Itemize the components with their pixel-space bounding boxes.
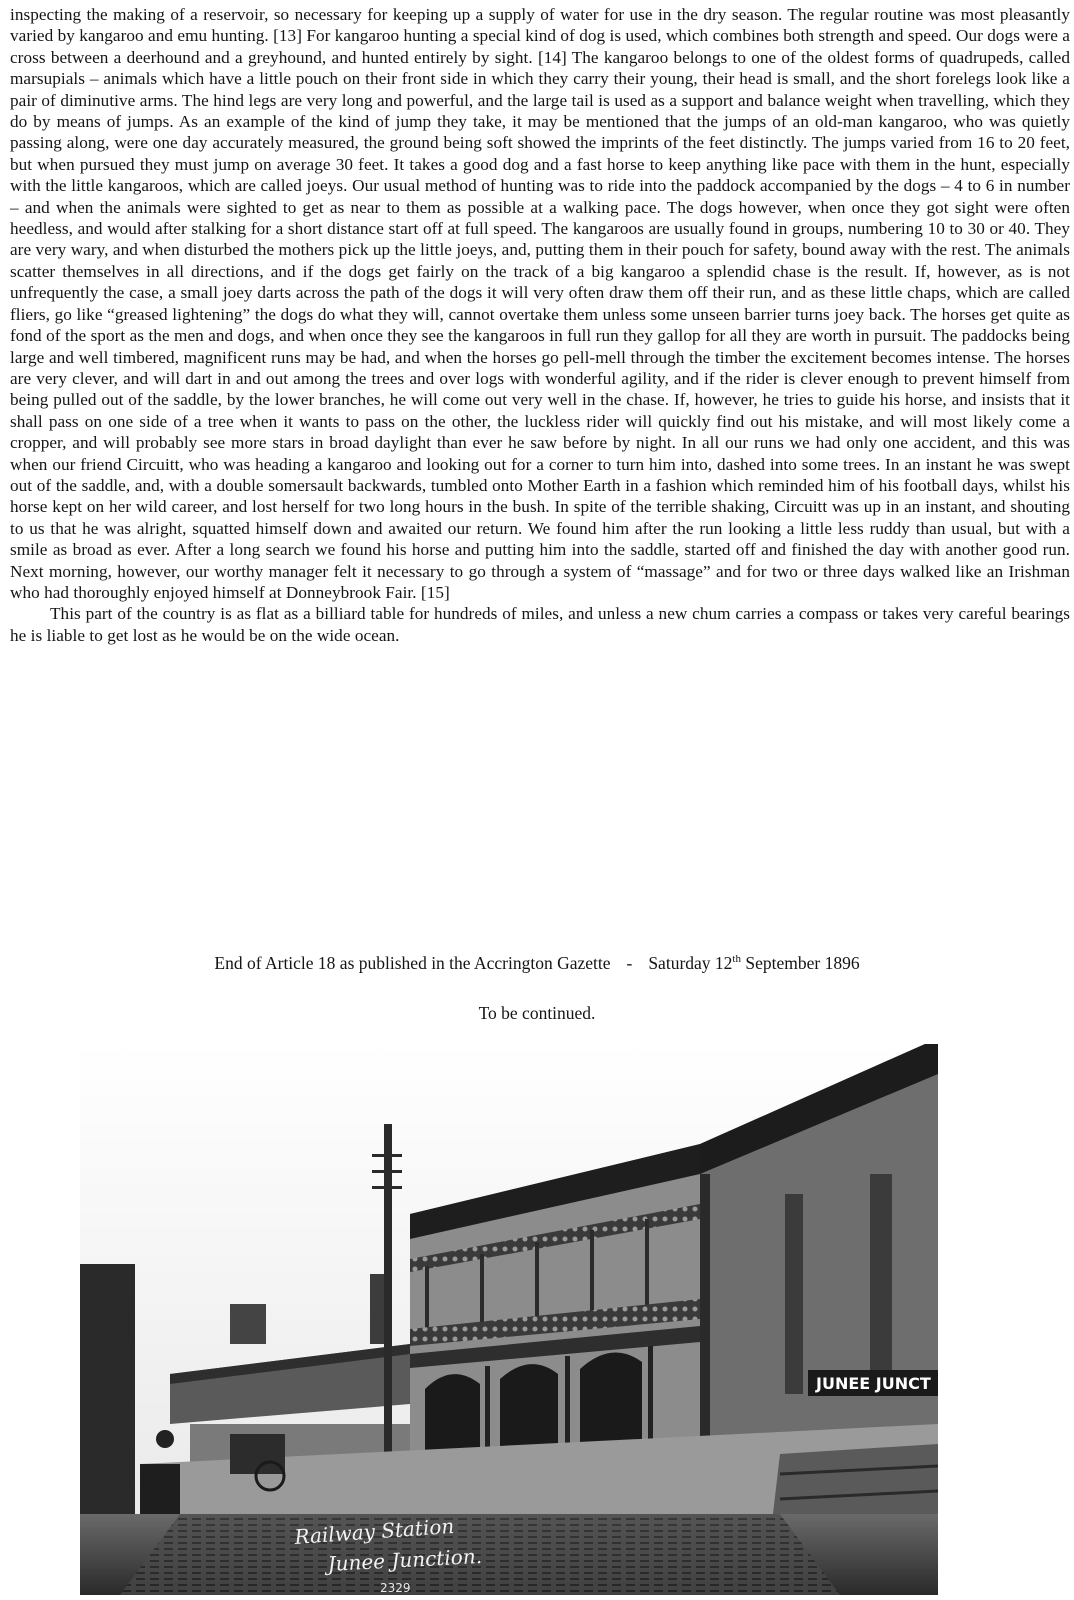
end-note-date-rest: September 1896	[740, 953, 860, 973]
end-of-article-note	[0, 953, 1074, 974]
photo-caption-line1: Railway Station	[293, 1513, 455, 1549]
end-note-date-day: Saturday 12	[648, 953, 733, 973]
railway-station-photo	[80, 1044, 938, 1595]
end-note-prefix: End of Article 18 as published in the Accrington Gazette	[214, 953, 611, 973]
paragraph-2: This part of the country is as flat as a billiard table for hundreds of miles, and unless a new chum carries a compass or takes very careful bearings he is liable to get lost as he would be on the wide ocean.	[10, 604, 1070, 645]
end-note-separator: -	[626, 953, 633, 973]
photo-caption-line2: Junee Junction.	[327, 1543, 483, 1576]
to-be-continued: To be continued.	[478, 1003, 596, 1023]
station-sign: JUNEE JUNCT	[816, 1374, 931, 1393]
article-body	[10, 4, 1070, 646]
end-note-date-suffix: th	[732, 953, 741, 966]
photo-number: 2329	[380, 1581, 411, 1595]
paragraph-1: inspecting the making of a reservoir, so necessary for keeping up a supply of water for use in the dry season. The regular routine was most pleasantly varied by kangaroo and emu hunting. [13] For kangaroo hunting a special kind of dog is used, which combines both strength and speed. Our dogs were a cross between a deerhound and a greyhound, and hunted entirely by sight. [14] The kangaroo belongs to one of the oldest forms of quadrupeds, called marsupials – animals which have a little pouch on their front side in which they carry their young, their head is small, and the short forelegs look like a pair of diminutive arms. The hind legs are very long and powerful, and the large tail is used as a support and balance weight when travelling, which they do by means of jumps. As an example of the kind of jump they take, it may be mentioned that the jumps of an old-man kangaroo, who was quietly passing along, were one day accurately measured, the ground being soft showed the imprints of the feet distinctly. The jumps varied from 16 to 20 feet, but when pursued they must jump on average 30 feet. It takes a good dog and a fast horse to keep anything like pace with them in the hunt, especially with the little kangaroos, which are called joeys. Our usual method of hunting was to ride into the paddock accompanied by the dogs – 4 to 6 in number – and when the animals were sighted to get as near to them as possible at a walking pace. The dogs however, when once they got sight were often heedless, and would after stalking for a short distance start off at full speed. The kangaroos are usually found in groups, numbering 10 to 30 or 40. They are very wary, and when disturbed the mothers pick up the little joeys, and, putting them in their pouch for safety, bound away with the rest. The animals scatter themselves in all directions, and if the dogs get fairly on the track of a big kangaroo a splendid chase is the result. If, however, as is not unfrequently the case, a small joey darts across the path of the dogs it will very often draw them off their run, and as these little chaps, which are called fliers, go like “greased lightening” the dogs do what they will, cannot overtake them unless some unseen barrier turns joey back. The horses get quite as fond of the sport as the men and dogs, and when once they see the kangaroos in full run they gallop for all they are worth in pursuit. The paddocks being large and well timbered, magnificent runs may be had, and when the horses go pell-mell through the timber the excitement becomes intense. The horses are very clever, and will dart in and out among the trees and over logs with wonderful agility, and if the rider is clever enough to prevent himself from being pulled out of the saddle, by the lower branches, he will come out very well in the chase. If, however, he tries to guide his horse, and insists that it shall pass on one side of a tree when it wants to pass on the other, the luckless rider will quickly find out his mistake, and will most likely come a cropper, and will probably see more stars in broad daylight than ever he saw before by night. In all our runs we had only one accident, and this was when our friend Circuitt, who was heading a kangaroo and looking out for a corner to turn him into, dashed into some trees. In an instant he was swept out of the saddle, and, with a double somersault backwards, tumbled onto Mother Earth in a fashion which reminded him of his football days, whilst his horse kept on her wild career, and lost herself for two long hours in the bush. In spite of the terrible shaking, Circuitt was up in an instant, and shouting to us that he was alright, squatted himself down and awaited our return. We found him after the run looking a little less ruddy than usual, but with a smile as broad as ever. After a long search we found his horse and putting him into the saddle, started off and finished the day with another good run. Next morning, however, our worthy manager felt it necessary to go through a system of “massage” and for two or three days walked like an Irishman who had thoroughly enjoyed himself at Donneybrook Fair. [15]	[10, 5, 1070, 602]
